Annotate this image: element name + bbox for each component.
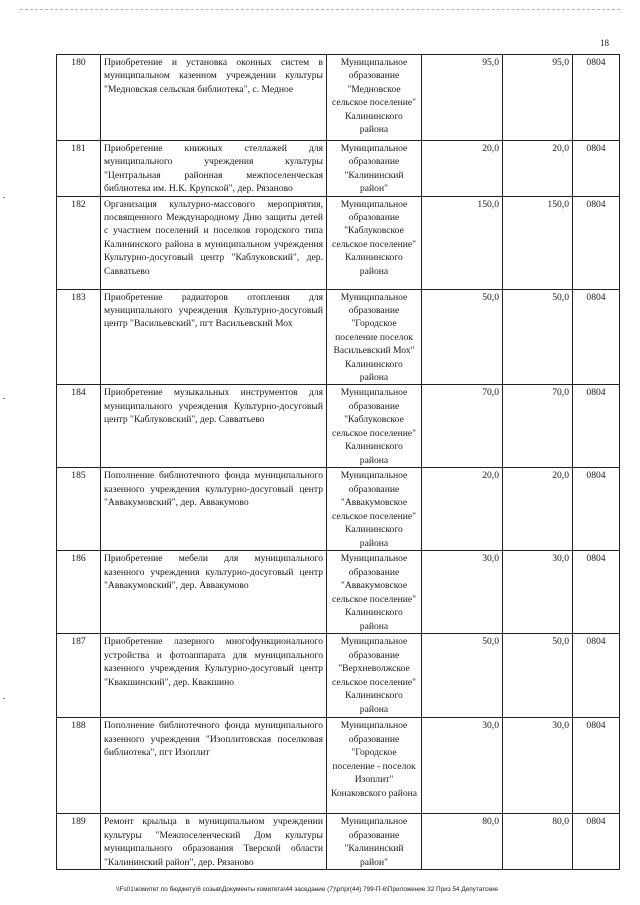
row-recipient: Муниципальное образование "Городское поселение - поселок Изоплит" Конаковского района <box>327 718 422 814</box>
row-code: 0804 <box>573 55 620 141</box>
edge-mark <box>3 398 5 399</box>
row-code: 0804 <box>573 196 620 289</box>
row-value-1: 50,0 <box>422 634 503 718</box>
page-number: 18 <box>600 38 609 48</box>
row-code: 0804 <box>573 551 620 634</box>
table-row <box>57 289 620 385</box>
row-recipient: Муниципальное образование "Медновское сельское поселение" Калининского района <box>327 55 422 141</box>
row-value-1: 80,0 <box>422 814 503 870</box>
row-description: Приобретение мебели для муниципального казенного учреждения культурно-досуговый центр "Аввакумовский", дер. Аввакумово <box>101 551 327 634</box>
row-recipient: Муниципальное образование "Калининский район" <box>327 814 422 870</box>
row-number: 189 <box>57 814 101 870</box>
row-value-2: 50,0 <box>503 289 573 385</box>
row-value-1: 70,0 <box>422 385 503 468</box>
row-code: 0804 <box>573 385 620 468</box>
row-number: 185 <box>57 468 101 551</box>
footer-file-path: \\Fs01\комитет по бюджету\6 созыв\Документы комитета\44 заседание (7)\pr\pr(44) 799-П-6\Приложение 32 Приз 54 Депутатские <box>116 886 499 893</box>
row-code: 0804 <box>573 468 620 551</box>
table-row <box>57 551 620 634</box>
edge-mark <box>3 197 5 198</box>
row-code: 0804 <box>573 718 620 814</box>
table-row <box>57 385 620 468</box>
row-description: Приобретение лазерного многофункционального устройства и фотоаппарата для муниципального казенного учреждения Культурно-досуговый центр "Квакшинский", дер. Квакшино <box>101 634 327 718</box>
table-row <box>57 718 620 814</box>
row-value-2: 20,0 <box>503 468 573 551</box>
appropriations-table <box>56 54 620 870</box>
row-value-1: 50,0 <box>422 289 503 385</box>
row-value-2: 50,0 <box>503 634 573 718</box>
row-number: 180 <box>57 55 101 141</box>
row-number: 183 <box>57 289 101 385</box>
row-value-1: 20,0 <box>422 468 503 551</box>
row-recipient: Муниципальное образование "Верхневолжское сельское поселение" Калининского района <box>327 634 422 718</box>
row-description: Приобретение музыкальных инструментов для муниципального учреждения Культурно-досуговый центр "Каблуковский", дер. Савватьево <box>101 385 327 468</box>
row-description: Ремонт крыльца в муниципальном учреждении культуры "Межпоселенческий Дом культуры муниципального образования Тверской области "Калининский район", дер. Рязаново <box>101 814 327 870</box>
row-recipient: Муниципальное образование "Городское поселение поселок Васильевский Мох" Калининского района <box>327 289 422 385</box>
table-row <box>57 814 620 870</box>
top-border-line <box>20 9 620 10</box>
row-recipient: Муниципальное образование "Аввакумовское сельское поселение" Калининского района <box>327 468 422 551</box>
row-recipient: Муниципальное образование "Каблуковское сельское поселение" Калининского района <box>327 385 422 468</box>
row-value-2: 20,0 <box>503 141 573 197</box>
row-description: Приобретение и установка оконных систем в муниципальном казенном учреждении культуры "Медновская сельская библиотека", с. Медное <box>101 55 327 141</box>
row-value-1: 30,0 <box>422 551 503 634</box>
edge-mark <box>3 698 5 699</box>
row-description: Приобретение радиаторов отопления для муниципального учреждения Культурно-досуговый центр "Васильевский", пгт Васильевский Мох <box>101 289 327 385</box>
row-number: 182 <box>57 196 101 289</box>
row-value-2: 80,0 <box>503 814 573 870</box>
row-number: 187 <box>57 634 101 718</box>
row-number: 184 <box>57 385 101 468</box>
row-number: 181 <box>57 141 101 197</box>
table-row <box>57 468 620 551</box>
row-value-2: 70,0 <box>503 385 573 468</box>
row-code: 0804 <box>573 141 620 197</box>
table-row <box>57 55 620 141</box>
row-description: Пополнение библиотечного фонда муниципального казенного учреждения культурно-досуговый центр "Аввакумовский", дер. Аввакумово <box>101 468 327 551</box>
row-number: 188 <box>57 718 101 814</box>
row-code: 0804 <box>573 289 620 385</box>
row-description: Пополнение библиотечного фонда муниципального казенного учреждения "Изоплитовская поселковая библиотека", пгт Изоплит <box>101 718 327 814</box>
row-recipient: Муниципальное образование "Аввакумовское сельское поселение" Калининского района <box>327 551 422 634</box>
row-description: Организация культурно-массового мероприятия, посвященного Международному Дню защиты детей с участием поселений и поселков городского типа Калининского района в муниципальном учреждения Культурно-досуговый центр "Каблуковский", дер. Савватьево <box>101 196 327 289</box>
row-value-2: 150,0 <box>503 196 573 289</box>
row-value-2: 30,0 <box>503 551 573 634</box>
row-value-1: 30,0 <box>422 718 503 814</box>
row-value-2: 30,0 <box>503 718 573 814</box>
row-description: Приобретение книжных стеллажей для муниципального учреждения культуры "Центральная районная межпоселенческая библиотека им. Н.К. Крупской", дер. Рязаново <box>101 141 327 197</box>
row-code: 0804 <box>573 634 620 718</box>
row-recipient: Муниципальное образование "Калининский район" <box>327 141 422 197</box>
row-value-1: 150,0 <box>422 196 503 289</box>
table-row <box>57 141 620 197</box>
row-value-1: 20,0 <box>422 141 503 197</box>
table-row <box>57 634 620 718</box>
row-value-1: 95,0 <box>422 55 503 141</box>
table-row <box>57 196 620 289</box>
row-recipient: Муниципальное образование "Каблуковское сельское поселение" Калининского района <box>327 196 422 289</box>
row-number: 186 <box>57 551 101 634</box>
row-code: 0804 <box>573 814 620 870</box>
row-value-2: 95,0 <box>503 55 573 141</box>
